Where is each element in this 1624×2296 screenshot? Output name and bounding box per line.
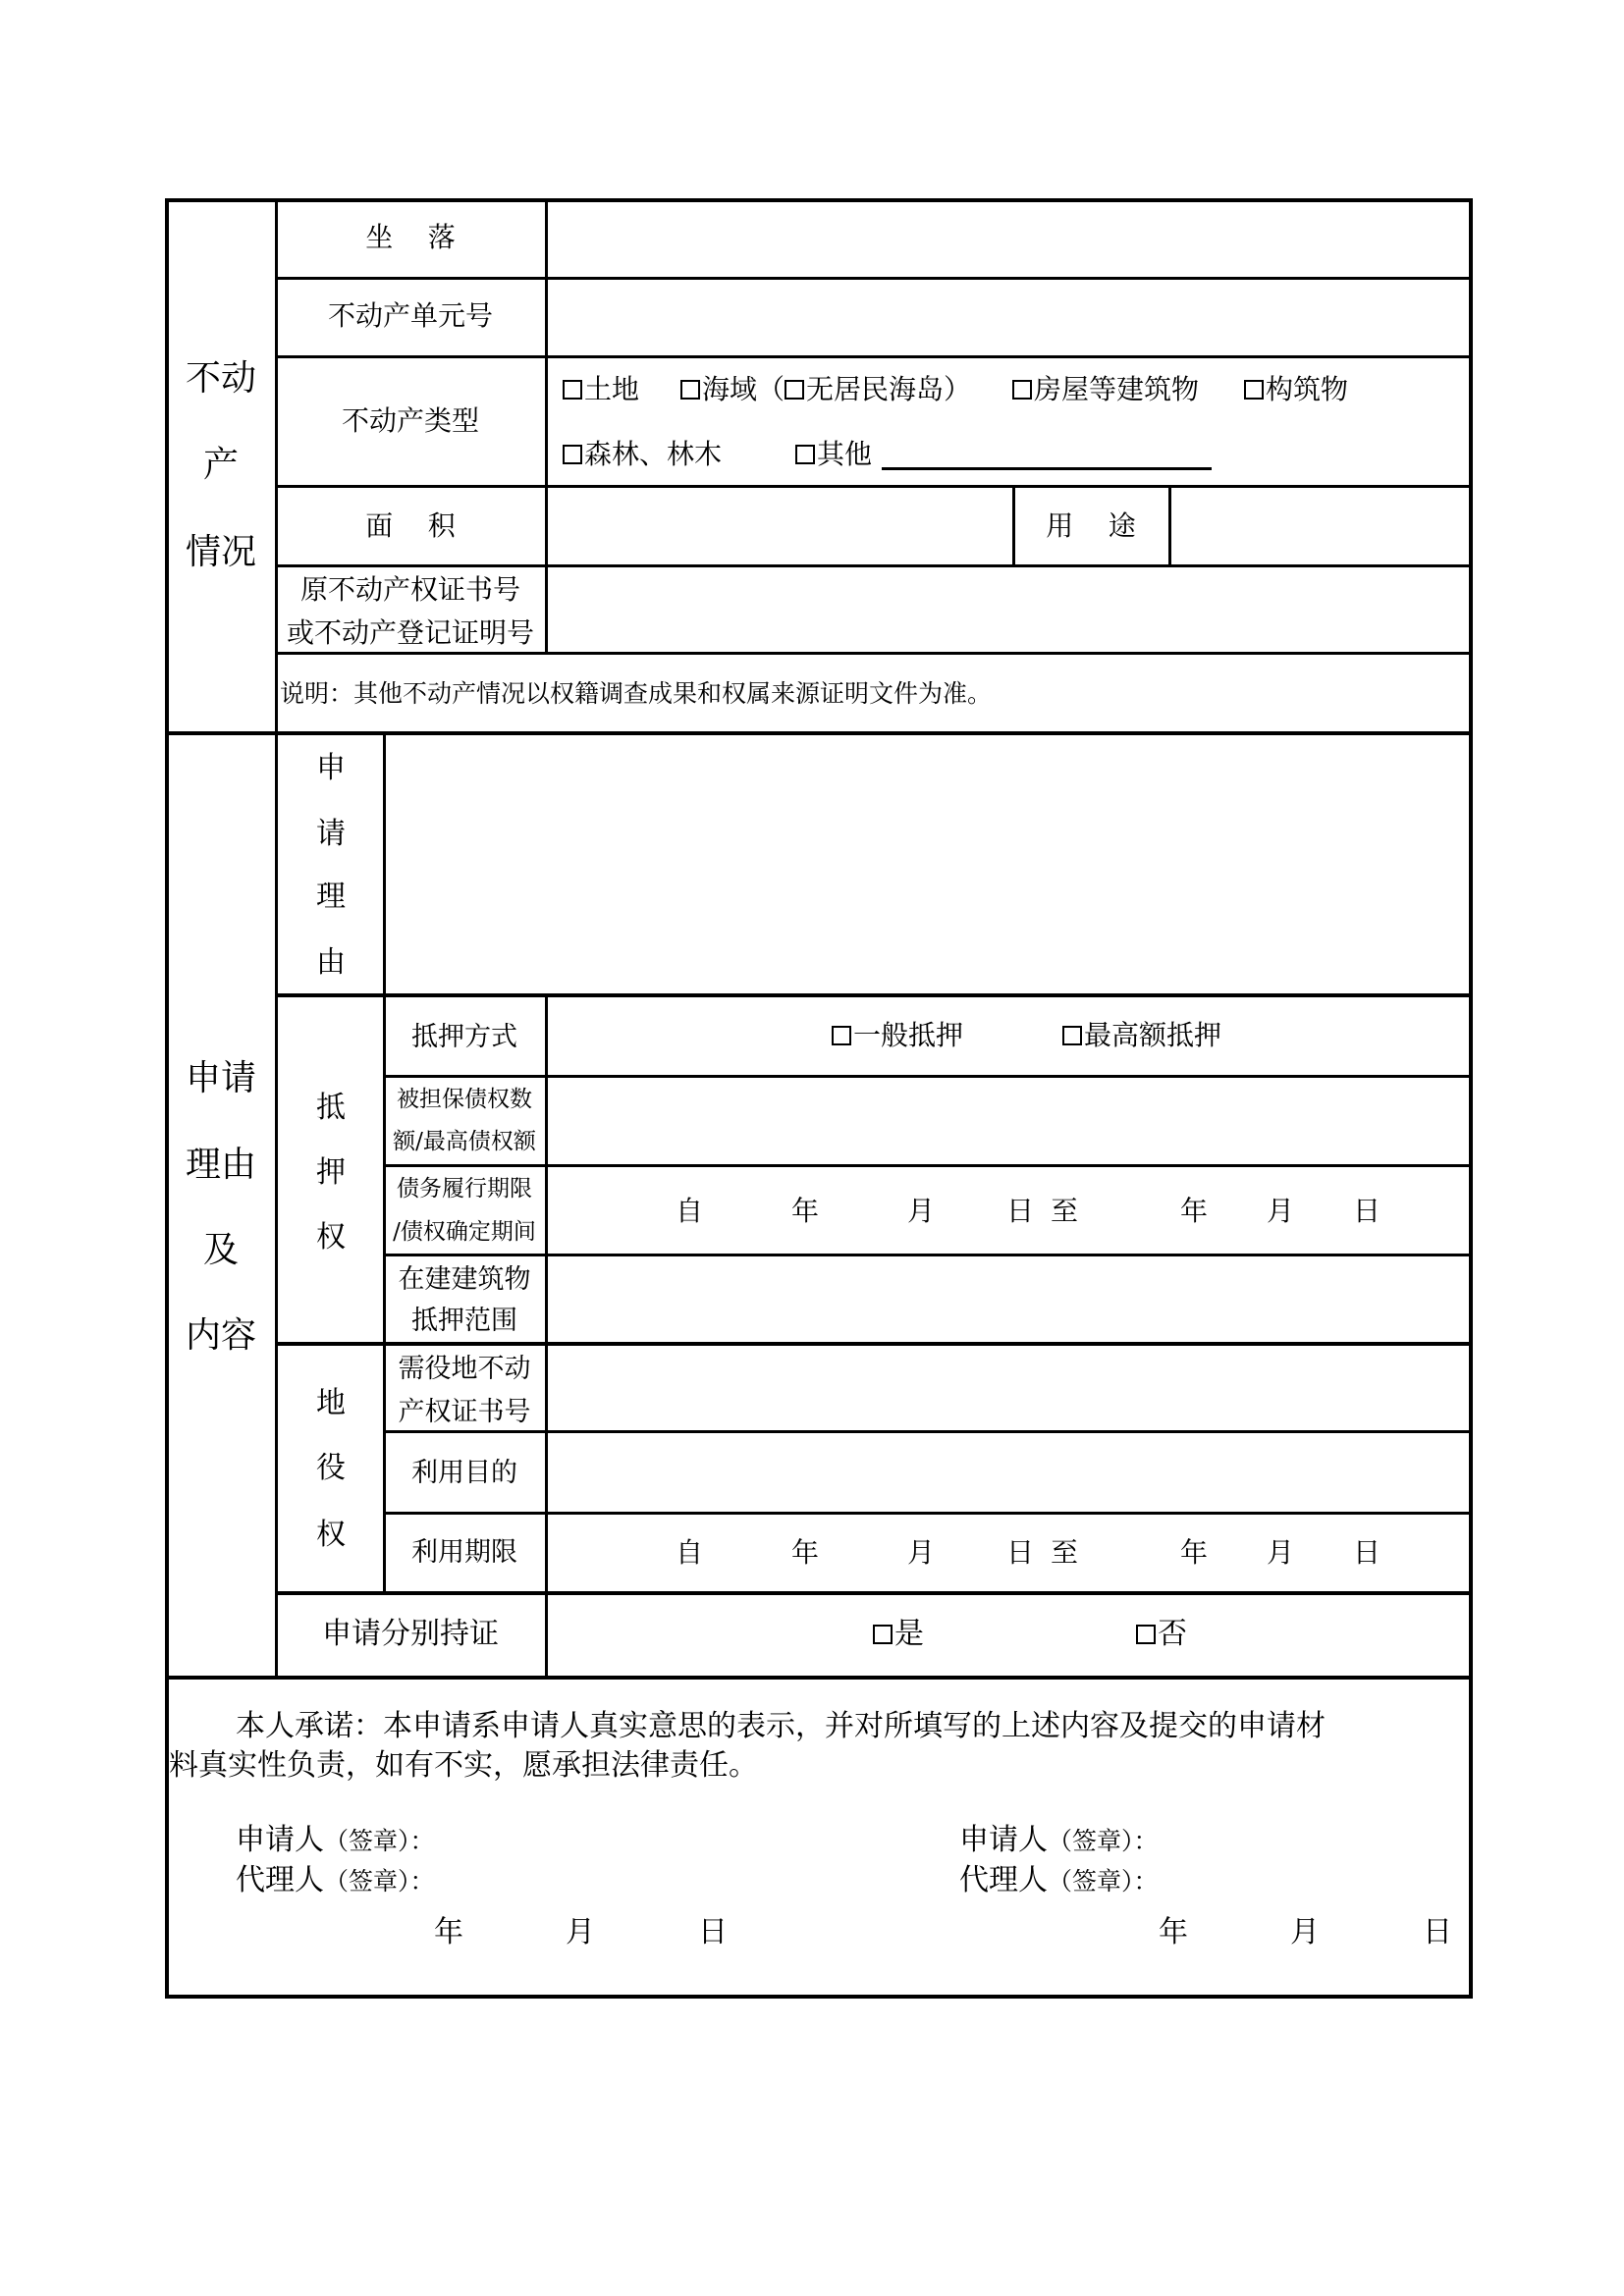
property-note: 说明：其他不动产情况以权籍调查成果和权属来源证明文件为准。 <box>280 679 993 708</box>
debt-term-label-1: 债务履行期限 <box>397 1176 532 1201</box>
table-border-right <box>1469 198 1473 1999</box>
original-cert-label-2: 或不动产登记证明号 <box>286 616 535 649</box>
reason-label-char: 由 <box>316 945 346 980</box>
reason-label-char: 请 <box>316 817 346 851</box>
type-option-structure[interactable]: 构筑物 <box>1244 376 1348 403</box>
declaration-text-line1: 本人承诺：本申请系申请人真实意思的表示，并对所填写的上述内容及提交的申请材 <box>236 1709 1326 1743</box>
other-type-underline[interactable] <box>882 467 1212 470</box>
area-label: 面 积 <box>365 509 456 542</box>
right-date-year: 年 <box>1159 1915 1188 1949</box>
use-label: 用 途 <box>1046 509 1136 542</box>
section-label-divider <box>275 198 278 1677</box>
easement-date-to: 至 <box>1051 1536 1079 1569</box>
option-general-mortgage[interactable]: 一般抵押 <box>832 1022 963 1049</box>
section-divider-property <box>165 731 1473 735</box>
checkbox-icon[interactable] <box>1244 380 1264 400</box>
secured-amount-input[interactable] <box>550 1081 1463 1159</box>
section-divider-declaration <box>165 1676 1473 1680</box>
reason-label-char: 申 <box>316 751 346 785</box>
easement-date-year: 年 <box>791 1536 820 1569</box>
sub-label-divider <box>383 731 386 1592</box>
servient-cert-label-2: 产权证书号 <box>398 1397 531 1427</box>
section-title-property-3: 情况 <box>185 532 257 572</box>
easement-date-day: 日 <box>1006 1536 1035 1569</box>
type-option-forest[interactable]: 森林、林木 <box>563 441 722 468</box>
unit-number-label: 不动产单元号 <box>327 299 494 332</box>
easement-date-end-year: 年 <box>1180 1536 1209 1569</box>
checkbox-icon[interactable] <box>832 1026 851 1045</box>
mortgage-method-label: 抵押方式 <box>411 1022 517 1052</box>
option-yes[interactable]: 是 <box>873 1620 924 1649</box>
row-line <box>275 1342 1471 1346</box>
checkbox-icon[interactable] <box>563 380 582 400</box>
row-line <box>275 485 1471 488</box>
area-input[interactable] <box>550 491 1007 560</box>
row-line <box>275 1591 1471 1595</box>
mortgage-date-day: 日 <box>1006 1195 1035 1227</box>
mortgage-label-char: 权 <box>316 1220 346 1255</box>
checkbox-icon[interactable] <box>873 1625 893 1644</box>
easement-date-end-month: 月 <box>1267 1536 1295 1569</box>
easement-label-char: 地 <box>316 1386 346 1420</box>
agent-signature-left[interactable]: 代理人（签章）： <box>236 1863 435 1897</box>
use-column-divider-left <box>1012 485 1015 565</box>
mortgage-date-to: 至 <box>1051 1195 1079 1227</box>
reason-label-char: 理 <box>316 880 346 914</box>
row-line <box>275 355 1471 358</box>
type-option-land[interactable]: 土地 <box>563 376 639 403</box>
easement-date-month: 月 <box>907 1536 936 1569</box>
purpose-label: 利用目的 <box>411 1458 517 1488</box>
separate-cert-label: 申请分别持证 <box>322 1617 499 1651</box>
easement-date-from: 自 <box>676 1536 704 1569</box>
mortgage-date-from: 自 <box>676 1195 704 1227</box>
agent-signature-right[interactable]: 代理人（签章）： <box>959 1863 1159 1897</box>
label-column-divider <box>545 198 548 653</box>
checkbox-icon[interactable] <box>795 445 815 464</box>
reason-input[interactable] <box>389 738 1463 988</box>
right-date-day: 日 <box>1423 1915 1452 1949</box>
mortgage-date-year: 年 <box>791 1195 820 1227</box>
type-option-sea-area[interactable]: 海域（ 无居民海岛） <box>680 376 971 403</box>
row-line <box>275 564 1471 567</box>
mortgage-date-end-year: 年 <box>1180 1195 1209 1227</box>
checkbox-icon[interactable] <box>1062 1026 1082 1045</box>
table-border-bottom <box>165 1995 1473 1999</box>
left-date-month: 月 <box>566 1915 595 1949</box>
applicant-signature-right[interactable]: 申请人（签章）： <box>959 1823 1159 1857</box>
checkbox-icon[interactable] <box>563 445 582 464</box>
mortgage-date-end-month: 月 <box>1267 1195 1295 1227</box>
left-date-year: 年 <box>434 1915 463 1949</box>
secured-amount-label-2: 额/最高债权额 <box>393 1129 536 1154</box>
original-cert-label-1: 原不动产权证书号 <box>299 573 521 606</box>
location-label: 坐 落 <box>365 221 456 253</box>
building-scope-input[interactable] <box>550 1259 1463 1338</box>
mortgage-date-month: 月 <box>907 1195 936 1227</box>
mortgage-label-char: 抵 <box>316 1091 346 1125</box>
checkbox-icon[interactable] <box>785 380 804 400</box>
mortgage-date-end-day: 日 <box>1353 1195 1381 1227</box>
location-input[interactable] <box>550 206 1463 271</box>
checkbox-icon[interactable] <box>1136 1625 1156 1644</box>
table-border-left <box>165 198 169 1999</box>
secured-amount-label-1: 被担保债权数 <box>397 1087 532 1112</box>
property-type-label: 不动产类型 <box>341 404 480 437</box>
easement-label-char: 役 <box>316 1451 346 1485</box>
checkbox-icon[interactable] <box>1012 380 1032 400</box>
building-scope-label-1: 在建建筑物 <box>398 1264 531 1295</box>
type-option-other[interactable]: 其他 <box>795 441 872 468</box>
easement-date-end-day: 日 <box>1353 1536 1381 1569</box>
declaration-text-line2: 料真实性负责，如有不实，愿承担法律责任。 <box>169 1748 758 1783</box>
type-option-building[interactable]: 房屋等建筑物 <box>1012 376 1199 403</box>
section-title-property-1: 不动 <box>185 358 257 399</box>
original-cert-input[interactable] <box>550 570 1463 647</box>
option-maximum-mortgage[interactable]: 最高额抵押 <box>1062 1022 1221 1049</box>
mortgage-label-char: 押 <box>316 1155 346 1190</box>
field-label-divider <box>545 993 548 1677</box>
section-title-application-2: 理由 <box>185 1145 257 1185</box>
section-title-application-3: 及 <box>202 1230 240 1270</box>
row-line <box>275 993 1471 997</box>
servient-cert-input[interactable] <box>550 1348 1463 1426</box>
section-title-application-4: 内容 <box>185 1315 257 1356</box>
applicant-signature-left[interactable]: 申请人（签章）： <box>236 1823 435 1857</box>
easement-label-char: 权 <box>316 1518 346 1552</box>
servient-cert-label-1: 需役地不动 <box>398 1354 531 1384</box>
row-line <box>275 277 1471 280</box>
right-date-month: 月 <box>1290 1915 1320 1949</box>
building-scope-label-2: 抵押范围 <box>411 1306 517 1336</box>
section-title-property-2: 产 <box>202 445 240 485</box>
debt-term-label-2: /债权确定期间 <box>393 1219 536 1245</box>
left-date-day: 日 <box>698 1915 728 1949</box>
section-title-application-1: 申请 <box>185 1058 257 1098</box>
purpose-input[interactable] <box>550 1436 1463 1507</box>
option-no[interactable]: 否 <box>1136 1620 1187 1649</box>
row-line <box>275 652 1471 655</box>
unit-number-input[interactable] <box>550 285 1463 349</box>
use-input[interactable] <box>1174 491 1463 560</box>
checkbox-icon[interactable] <box>680 380 700 400</box>
usage-term-label: 利用期限 <box>411 1537 517 1568</box>
table-border-top <box>165 198 1473 202</box>
use-column-divider-right <box>1168 485 1171 565</box>
